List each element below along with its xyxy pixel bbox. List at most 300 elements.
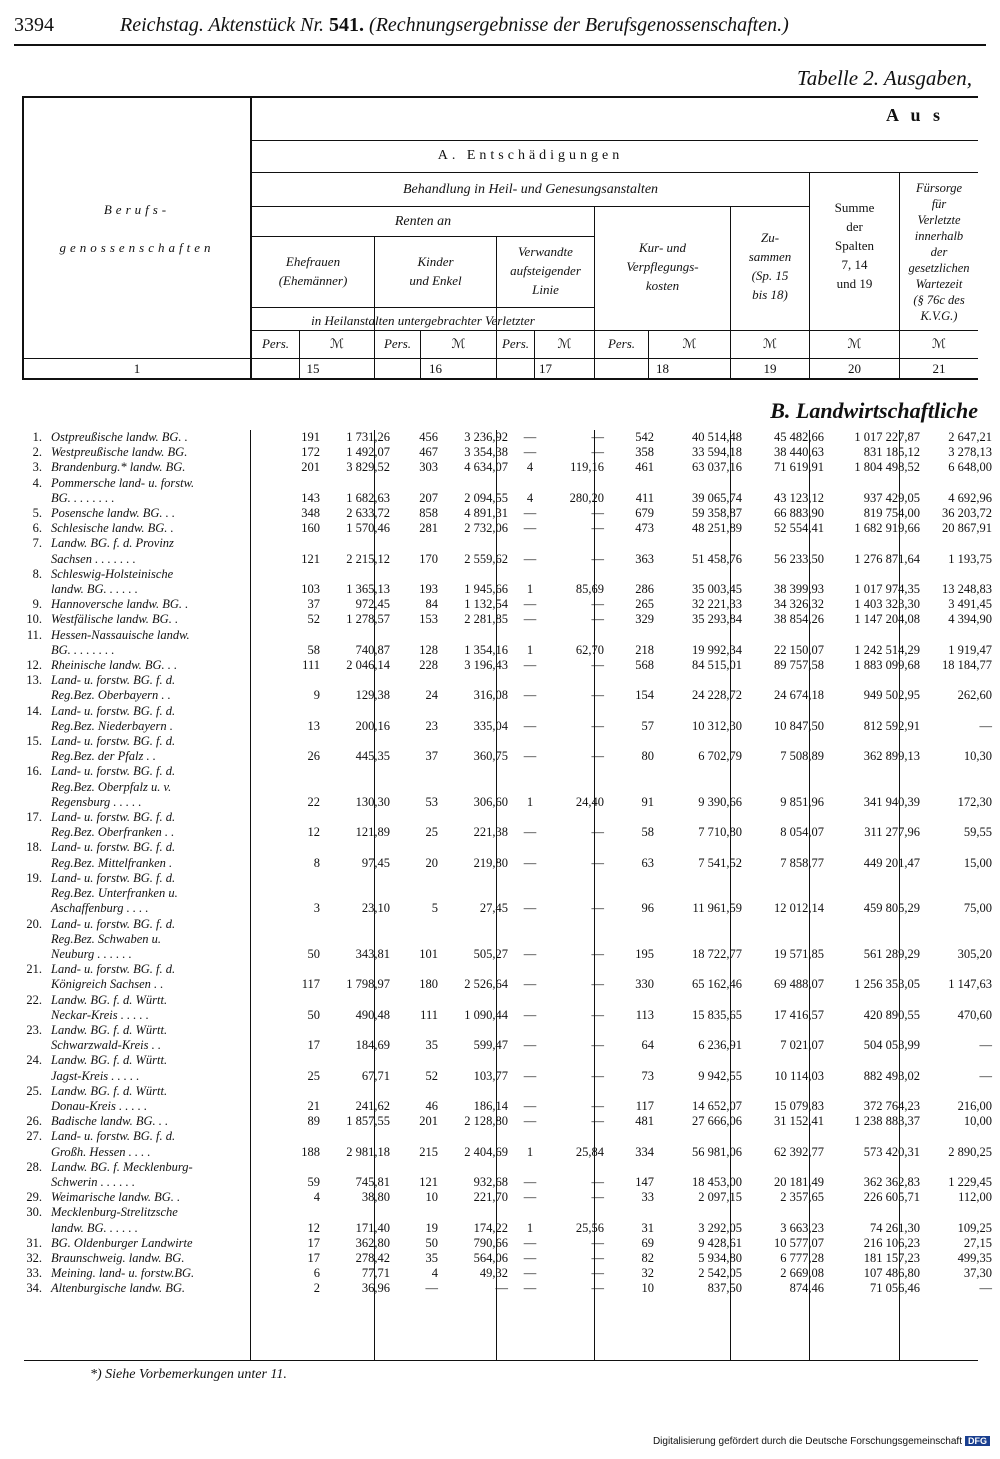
cell-col-2: 1 857,55	[346, 1114, 390, 1129]
cell-col-2	[324, 810, 394, 825]
table-row	[22, 932, 998, 947]
cell-col-11	[924, 734, 998, 749]
cell-col-9: 38 440,63	[774, 445, 824, 460]
cell-col-7: 473	[635, 521, 654, 536]
cell-col-6: —	[591, 506, 604, 521]
row-name: Land- u. forstw. BG. f. d.	[51, 870, 176, 885]
cell-col-2: 77,71	[361, 1266, 390, 1281]
cell-col-5: 1	[526, 1144, 534, 1159]
cell-col-8: 48 251,89	[692, 521, 742, 536]
cell-col-8: 11 961,59	[692, 901, 742, 916]
cell-col-5: 1	[526, 794, 534, 809]
cell-col-11: —	[979, 718, 992, 733]
cell-col-4: 1 354,16	[464, 642, 508, 657]
cell-col-6: —	[591, 445, 604, 460]
cell-col-1: 26	[307, 749, 320, 764]
cell-col-6: —	[591, 1174, 604, 1189]
cell-col-9	[746, 886, 828, 901]
table-row	[22, 917, 998, 932]
cell-col-1	[273, 871, 324, 886]
cell-col-7	[608, 917, 658, 932]
cell-col-2	[324, 476, 394, 491]
cell-col-3: 25	[425, 825, 438, 840]
cell-col-2: 1 365,13	[346, 582, 390, 597]
cell-col-7: 82	[641, 1250, 654, 1265]
row-number: 21.	[26, 962, 42, 977]
cell-col-5: —	[523, 597, 537, 612]
cell-col-5	[512, 1084, 548, 1099]
row-name: Rheinische landw. BG. . .	[51, 658, 178, 673]
header-pers: Pers.	[383, 336, 412, 351]
cell-col-2: 2 981,18	[346, 1144, 390, 1159]
cell-col-11: 36 203,72	[942, 506, 992, 521]
cell-col-3: 111	[420, 1007, 438, 1022]
row-number	[22, 1008, 42, 1023]
cell-col-1: 117	[301, 977, 320, 992]
cell-col-9	[746, 764, 828, 779]
table-row	[22, 1053, 998, 1068]
cell-col-5	[512, 932, 548, 947]
cell-col-2	[324, 764, 394, 779]
cell-col-9: 10 114,03	[774, 1068, 824, 1083]
cell-col-2: 2 633,72	[346, 506, 390, 521]
cell-col-10: 226 605,71	[863, 1190, 920, 1205]
cell-col-11	[924, 704, 998, 719]
cell-col-10: 311 277,96	[864, 825, 920, 840]
cell-col-3: 4	[431, 1266, 438, 1281]
cell-col-3	[394, 567, 442, 582]
cell-col-10	[828, 1129, 924, 1144]
cell-col-4	[442, 1023, 512, 1038]
cell-col-6	[548, 780, 608, 795]
cell-col-11: 2 647,21	[948, 430, 992, 444]
cell-col-3: 46	[425, 1098, 438, 1113]
row-number: 14.	[26, 703, 42, 718]
row-number: 25.	[26, 1083, 42, 1098]
cell-col-6: 62,70	[575, 642, 604, 657]
cell-col-2	[324, 1084, 394, 1099]
row-number: 9.	[32, 597, 42, 612]
cell-col-5: —	[523, 825, 537, 840]
cell-col-1	[273, 1084, 324, 1099]
header-aus: A u s	[885, 105, 945, 125]
cell-col-3: 50	[425, 1235, 438, 1250]
cell-col-10	[828, 734, 924, 749]
row-name: Reg.Bez. der Pfalz . .	[51, 749, 156, 764]
cell-col-8	[658, 1023, 746, 1038]
cell-col-6: 280,20	[569, 490, 604, 505]
row-number: 17.	[26, 810, 42, 825]
cell-col-11: 499,35	[957, 1250, 992, 1265]
cell-col-9	[746, 628, 828, 643]
cell-col-7: 32	[641, 1266, 654, 1281]
cell-col-7: 80	[641, 749, 654, 764]
cell-col-11	[924, 962, 998, 977]
cell-col-1: 21	[307, 1098, 320, 1113]
header-mark: ℳ	[682, 336, 697, 351]
cell-col-11	[924, 536, 998, 551]
cell-col-4: 2 559,62	[464, 551, 508, 566]
row-number: 3.	[32, 460, 42, 475]
cell-col-10	[828, 780, 924, 795]
cell-col-11	[924, 840, 998, 855]
cell-col-9	[746, 840, 828, 855]
cell-col-8: 7 710,80	[698, 825, 742, 840]
cell-col-4	[442, 536, 512, 551]
cell-col-4	[442, 1129, 512, 1144]
cell-col-7	[608, 628, 658, 643]
header-pers: Pers.	[607, 336, 636, 351]
row-number: 11.	[26, 627, 42, 642]
cell-col-7	[608, 1023, 658, 1038]
table-row	[22, 536, 998, 551]
cell-col-2: 67,71	[361, 1068, 390, 1083]
cell-col-7	[608, 810, 658, 825]
cell-col-10	[828, 567, 924, 582]
cell-col-10: 1 804 498,52	[854, 460, 920, 475]
cell-col-3	[394, 1160, 442, 1175]
cell-col-2: 1 731,26	[346, 430, 390, 444]
cell-col-6: —	[591, 1281, 604, 1296]
cell-col-5: —	[523, 612, 537, 627]
table-row	[22, 582, 998, 597]
cell-col-7: 461	[635, 460, 654, 475]
cell-col-2	[324, 1023, 394, 1038]
page-number: 3394	[14, 14, 54, 36]
cell-col-11	[924, 780, 998, 795]
row-name: Westpreußische landw. BG.	[51, 445, 188, 460]
cell-col-1: 160	[301, 521, 320, 536]
row-number	[22, 1221, 42, 1236]
row-number: 18.	[26, 840, 42, 855]
cell-col-4: 1 945,66	[464, 582, 508, 597]
header-summe: Summe der Spalten 7, 14 und 19	[834, 200, 875, 291]
cell-col-7	[608, 1053, 658, 1068]
cell-col-6	[548, 932, 608, 947]
cell-col-3: 153	[419, 612, 438, 627]
table-row	[22, 567, 998, 582]
cell-col-10	[828, 1205, 924, 1220]
cell-col-4: 103,77	[473, 1068, 508, 1083]
credit-line	[653, 1436, 990, 1447]
cell-col-3: 858	[419, 506, 438, 521]
page-title	[120, 14, 789, 37]
data-table	[22, 430, 998, 1297]
cell-col-2	[324, 567, 394, 582]
row-number: 13.	[26, 673, 42, 688]
row-number: 31.	[26, 1235, 42, 1250]
row-name: Reg.Bez. Oberpfalz u. v.	[51, 779, 172, 794]
row-number	[22, 688, 42, 703]
table-row	[22, 719, 998, 734]
row-number: 29.	[26, 1190, 42, 1205]
cell-col-5	[512, 476, 548, 491]
cell-col-11: 10,00	[963, 1114, 992, 1129]
cell-col-8	[658, 764, 746, 779]
row-name: Westfälische landw. BG. .	[51, 612, 179, 627]
cell-col-6: —	[591, 430, 604, 444]
cell-col-9	[746, 536, 828, 551]
section-title: B. Landwirtschaftliche	[770, 398, 978, 423]
cell-col-3	[394, 993, 442, 1008]
table-row	[22, 612, 998, 627]
cell-col-1: 121	[301, 551, 320, 566]
table-row	[22, 658, 998, 673]
cell-col-3: 121	[419, 1174, 438, 1189]
cell-col-6: —	[591, 688, 604, 703]
cell-col-3	[394, 536, 442, 551]
cell-col-10: 1 017 974,35	[854, 582, 920, 597]
cell-col-8: 15 835,65	[692, 1007, 742, 1022]
cell-col-10: 1 883 099,68	[854, 658, 920, 673]
cell-col-3	[394, 628, 442, 643]
cell-col-1: 103	[301, 582, 320, 597]
row-number	[22, 856, 42, 871]
row-name: Landw. BG. f. d. Württ.	[51, 1053, 168, 1068]
cell-col-1: 13	[307, 718, 320, 733]
cell-col-7: 329	[635, 612, 654, 627]
cell-col-2: 1 570,46	[346, 521, 390, 536]
cell-col-11	[924, 1023, 998, 1038]
cell-col-4	[442, 962, 512, 977]
cell-col-2	[324, 1205, 394, 1220]
table-row	[22, 460, 998, 475]
cell-col-1	[273, 886, 324, 901]
header-pers: Pers.	[261, 336, 290, 351]
cell-col-7	[608, 840, 658, 855]
cell-col-5: —	[523, 1098, 537, 1113]
cell-col-8: 5 934,80	[698, 1250, 742, 1265]
table-row	[22, 780, 998, 795]
title-number: 541.	[329, 14, 365, 36]
cell-col-1	[273, 476, 324, 491]
row-name: Jagst-Kreis . . . . .	[51, 1068, 140, 1083]
cell-col-6: —	[591, 1266, 604, 1281]
cell-col-10: 71 056,46	[870, 1281, 920, 1296]
cell-col-3	[394, 673, 442, 688]
cell-col-8	[658, 962, 746, 977]
table-row	[22, 1190, 998, 1205]
cell-col-7	[608, 1084, 658, 1099]
cell-col-9	[746, 673, 828, 688]
cell-col-5	[512, 886, 548, 901]
cell-col-7: 31	[641, 1220, 654, 1235]
cell-col-4: 2 128,80	[464, 1114, 508, 1129]
table-row	[22, 977, 998, 992]
cell-col-3: 24	[425, 688, 438, 703]
cell-col-7	[608, 886, 658, 901]
cell-col-9: 6 777,28	[780, 1250, 824, 1265]
cell-col-7: 195	[635, 946, 654, 961]
cell-col-1	[273, 1129, 324, 1144]
cell-col-3: 170	[419, 551, 438, 566]
cell-col-6: —	[591, 521, 604, 536]
cell-col-10	[828, 1160, 924, 1175]
cell-col-2	[324, 780, 394, 795]
cell-col-8	[658, 1129, 746, 1144]
table-row	[22, 445, 998, 460]
cell-col-5: —	[523, 658, 537, 673]
row-number: 16.	[26, 764, 42, 779]
cell-col-3: 128	[419, 642, 438, 657]
cell-col-1	[273, 932, 324, 947]
cell-col-10	[828, 871, 924, 886]
cell-col-1	[273, 1023, 324, 1038]
cell-col-1: 52	[307, 612, 320, 627]
cell-col-4: 2 526,64	[464, 977, 508, 992]
cell-col-11: 3 278,13	[948, 445, 992, 460]
cell-col-1: 17	[307, 1038, 320, 1053]
cell-col-10: 561 289,29	[863, 946, 920, 961]
cell-col-9: 20 181,49	[774, 1174, 824, 1189]
title-suffix: (Rechnungsergebnisse der Berufsgenossenschaften.)	[369, 14, 789, 36]
cell-col-5	[512, 764, 548, 779]
cell-col-2	[324, 673, 394, 688]
table-row	[22, 764, 998, 779]
row-name: landw. BG. . . . . .	[51, 1220, 138, 1235]
cell-col-3	[394, 704, 442, 719]
cell-col-5: —	[523, 1174, 537, 1189]
cell-col-6	[548, 628, 608, 643]
cell-col-5: —	[523, 749, 537, 764]
cell-col-3	[394, 1205, 442, 1220]
cell-col-11: 109,25	[957, 1220, 992, 1235]
header-entschaedigungen: A. Entschädigungen	[437, 148, 624, 163]
cell-col-1: 9	[313, 688, 320, 703]
cell-col-6: —	[591, 1250, 604, 1265]
cell-col-9: 19 571,85	[774, 946, 824, 961]
cell-col-4	[442, 1160, 512, 1175]
cell-col-8: 33 594,18	[692, 445, 742, 460]
table-row	[22, 1160, 998, 1175]
cell-col-1	[273, 1053, 324, 1068]
header-mark: ℳ	[847, 336, 862, 351]
cell-col-8	[658, 917, 746, 932]
cell-col-4	[442, 886, 512, 901]
cell-col-10: 1 682 919,66	[854, 521, 920, 536]
cell-col-6: 25,84	[575, 1144, 604, 1159]
cell-col-2: 121,89	[355, 825, 390, 840]
cell-col-7: 679	[635, 506, 654, 521]
cell-col-5: —	[523, 1038, 537, 1053]
cell-col-9	[746, 871, 828, 886]
row-name: Donau-Kreis . . . . .	[51, 1098, 148, 1113]
cell-col-1	[273, 628, 324, 643]
cell-col-4: 221,70	[473, 1190, 508, 1205]
cell-col-7: 286	[635, 582, 654, 597]
cell-col-10	[828, 917, 924, 932]
cell-col-5	[512, 673, 548, 688]
row-number: 19.	[26, 870, 42, 885]
cell-col-8: 9 390,66	[698, 794, 742, 809]
cell-col-1: 4	[313, 1190, 320, 1205]
cell-col-1: 6	[313, 1266, 320, 1281]
cell-col-8: 24 228,72	[692, 688, 742, 703]
cell-col-10: 1 238 883,37	[854, 1114, 920, 1129]
cell-col-7	[608, 1205, 658, 1220]
table-row	[22, 795, 998, 810]
header-genossenschaften: genossenschaften	[59, 240, 215, 255]
cell-col-3: 467	[419, 445, 438, 460]
cell-col-3: 20	[425, 855, 438, 870]
cell-col-1: 59	[307, 1174, 320, 1189]
cell-col-2: 241,62	[355, 1098, 390, 1113]
header-mark: ℳ	[451, 336, 466, 351]
cell-col-7	[608, 962, 658, 977]
header-mark: ℳ	[932, 336, 946, 351]
row-name: Königreich Sachsen . .	[51, 977, 164, 992]
cell-col-9: 69 488,07	[774, 977, 824, 992]
cell-col-4: —	[495, 1281, 508, 1296]
cell-col-10: 362 899,13	[863, 749, 920, 764]
cell-col-11: 2 890,25	[948, 1144, 992, 1159]
cell-col-7: 10	[641, 1281, 654, 1296]
cell-col-10: 831 185,12	[863, 445, 920, 460]
cell-col-4: 186,14	[473, 1098, 508, 1113]
cell-col-3: 52	[425, 1068, 438, 1083]
row-number	[22, 1099, 42, 1114]
cell-col-3	[394, 734, 442, 749]
cell-col-9	[746, 734, 828, 749]
cell-col-5: —	[523, 551, 537, 566]
cell-col-9	[746, 932, 828, 947]
cell-col-3: 19	[425, 1220, 438, 1235]
header-kinder: Kinder und Enkel	[409, 254, 462, 288]
cell-col-8: 65 162,46	[692, 977, 742, 992]
row-name: Meining. land- u. forstw.BG.	[51, 1266, 195, 1281]
cell-col-4: 505,27	[473, 946, 508, 961]
row-number: 7.	[32, 536, 42, 551]
cell-col-6: —	[591, 901, 604, 916]
cell-col-11	[924, 1129, 998, 1144]
table-row	[22, 628, 998, 643]
cell-col-8: 51 458,76	[692, 551, 742, 566]
cell-col-1: 8	[313, 855, 320, 870]
cell-col-5	[512, 780, 548, 795]
row-name: Weimarische landw. BG. .	[51, 1190, 181, 1205]
table-row	[22, 430, 998, 445]
cell-col-4: 360,75	[473, 749, 508, 764]
row-name: Land- u. forstw. BG. f. d.	[51, 764, 176, 779]
cell-col-11: —	[979, 1281, 992, 1296]
cell-col-10: 812 592,91	[863, 718, 920, 733]
row-name: Schlesische landw. BG. .	[51, 521, 174, 536]
cell-col-11	[924, 567, 998, 582]
cell-col-10: 504 053,99	[863, 1038, 920, 1053]
cell-col-8: 56 981,06	[692, 1144, 742, 1159]
cell-col-9: 17 416,57	[774, 1007, 824, 1022]
cell-col-8	[658, 1053, 746, 1068]
cell-col-8: 59 358,87	[692, 506, 742, 521]
cell-col-11	[924, 932, 998, 947]
cell-col-2: 1 798,97	[346, 977, 390, 992]
cell-col-10: 1 256 353,05	[854, 977, 920, 992]
row-name: Reg.Bez. Niederbayern .	[51, 718, 173, 733]
cell-col-7: 113	[635, 1007, 654, 1022]
cell-col-1: 201	[301, 460, 320, 475]
cell-col-9	[746, 567, 828, 582]
cell-col-1: 188	[301, 1144, 320, 1159]
cell-col-1	[273, 1205, 324, 1220]
cell-col-5	[512, 962, 548, 977]
cell-col-1: 143	[301, 490, 320, 505]
cell-col-10: 372 764,23	[863, 1098, 920, 1113]
cell-col-6	[548, 1023, 608, 1038]
cell-col-3: 84	[425, 597, 438, 612]
cell-col-11	[924, 673, 998, 688]
cell-col-7: 265	[635, 597, 654, 612]
cell-col-6	[548, 1205, 608, 1220]
